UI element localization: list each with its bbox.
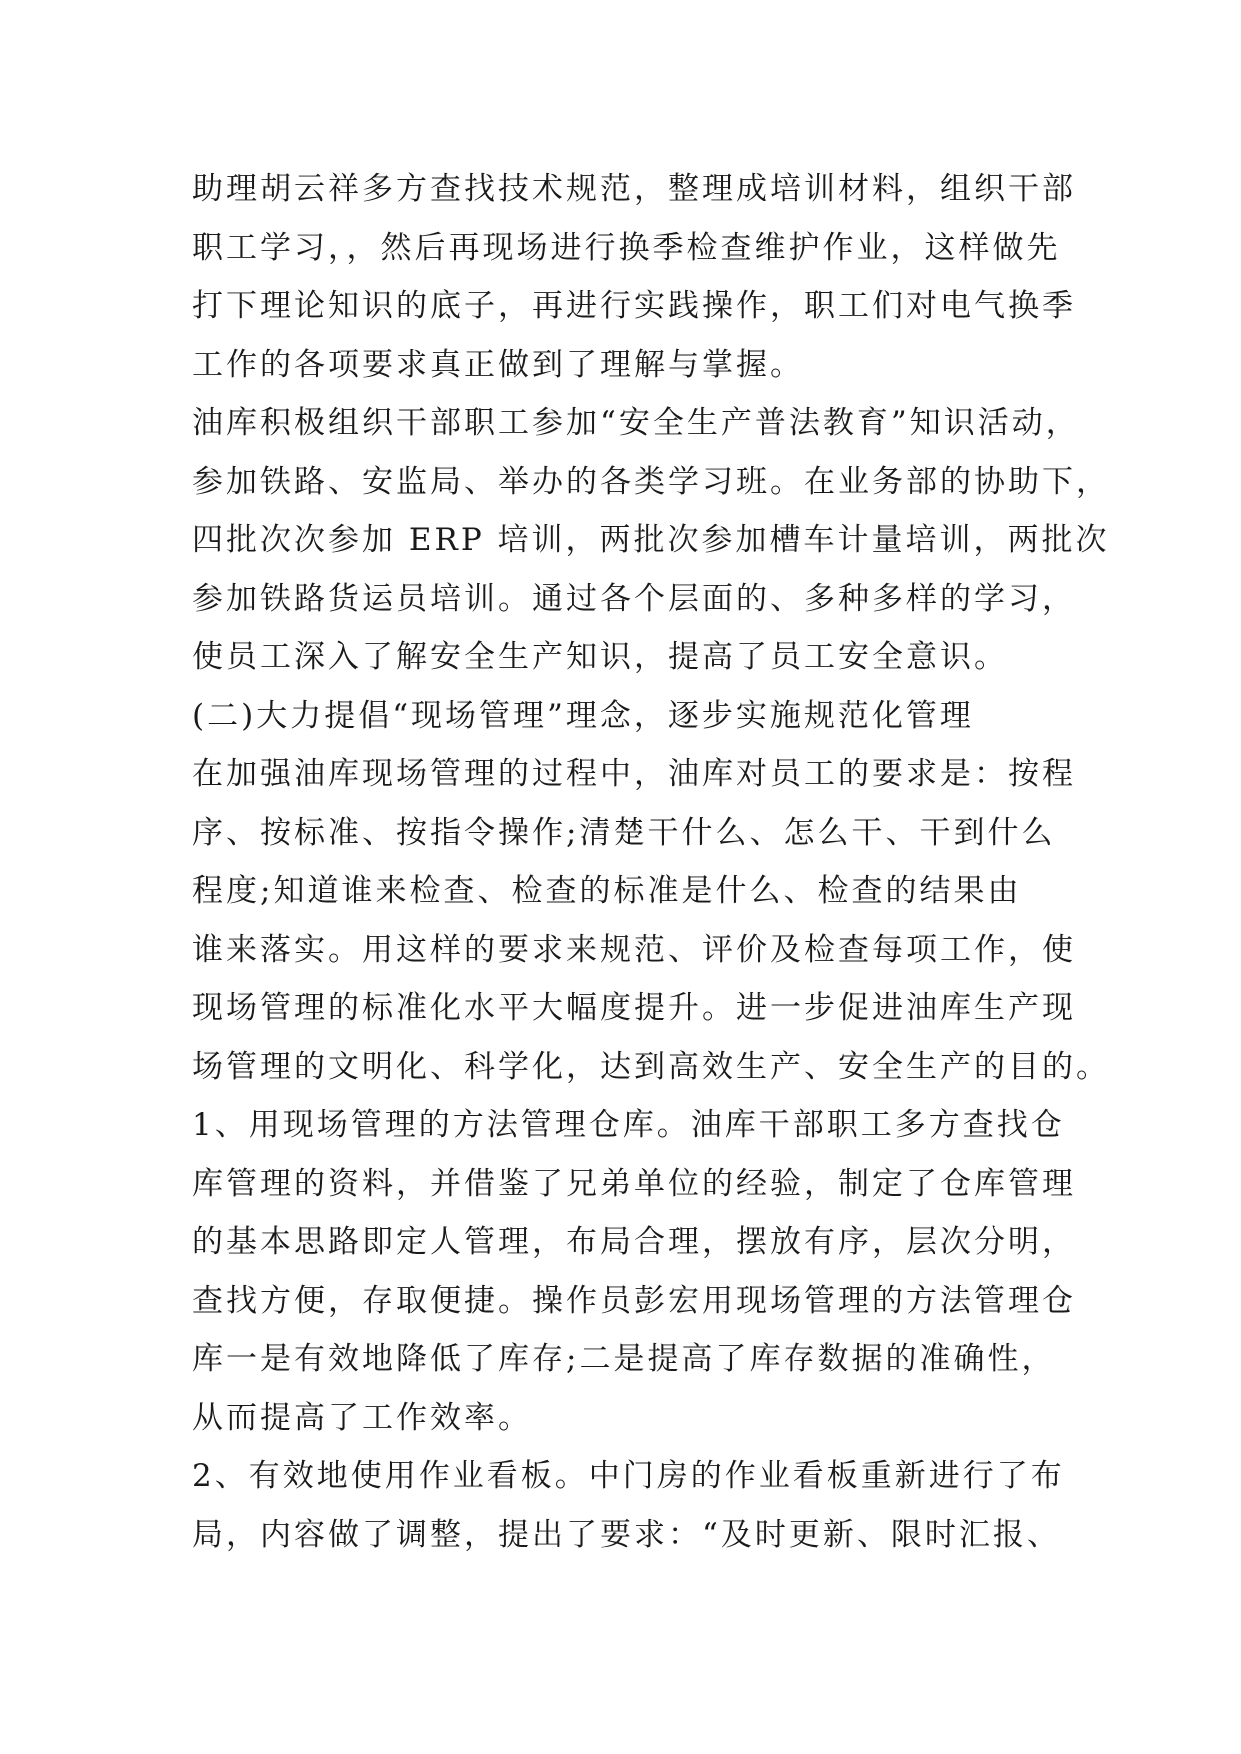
- text-line: 油库积极组织干部职工参加“安全生产普法教育”知识活动，: [192, 405, 1080, 441]
- text-line: 库一是有效地降低了库存;二是提高了库存数据的准确性，: [192, 1341, 1056, 1377]
- text-line: 打下理论知识的底子，再进行实践操作，职工们对电气换季: [192, 288, 1076, 324]
- text-line: 场管理的文明化、科学化，达到高效生产、安全生产的目的。: [192, 1048, 1110, 1085]
- text-line: 参加铁路货运员培训。通过各个层面的、多种多样的学习，: [192, 580, 1076, 617]
- text-line: 查找方便，存取便捷。操作员彭宏用现场管理的方法管理仓: [192, 1282, 1076, 1319]
- text-line: 四批次次参加 ERP 培训，两批次参加槽车计量培训，两批次: [192, 522, 1110, 558]
- text-line: 的基本思路即定人管理，布局合理，摆放有序，层次分明，: [192, 1224, 1076, 1260]
- text-line: 程度;知道谁来检查、检查的标准是什么、检查的结果由: [192, 873, 1022, 909]
- text-line: 参加铁路、安监局、举办的各类学习班。在业务部的协助下，: [192, 463, 1110, 500]
- text-line: 使员工深入了解安全生产知识，提高了员工安全意识。: [192, 639, 1008, 675]
- text-line: 职工学习，，然后再现场进行换季检查维护作业，这样做先: [192, 229, 1061, 266]
- text-line: 2、有效地使用作业看板。中门房的作业看板重新进行了布: [192, 1458, 1065, 1494]
- text-line: 现场管理的标准化水平大幅度提升。进一步促进油库生产现: [192, 990, 1076, 1026]
- text-line: 谁来落实。用这样的要求来规范、评价及检查每项工作，使: [192, 931, 1076, 968]
- text-line: 1、用现场管理的方法管理仓库。油库干部职工多方查找仓: [192, 1107, 1065, 1143]
- text-line: 局，内容做了调整，提出了要求：“及时更新、限时汇报、: [192, 1516, 1061, 1553]
- text-line: 助理胡云祥多方查找技术规范，整理成培训材料，组织干部: [192, 171, 1076, 207]
- text-line: 库管理的资料，并借鉴了兄弟单位的经验，制定了仓库管理: [192, 1165, 1076, 1202]
- text-line: 在加强油库现场管理的过程中，油库对员工的要求是：按程: [192, 756, 1076, 792]
- section-heading: (二)大力提倡“现场管理”理念，逐步实施规范化管理: [192, 697, 974, 734]
- text-line: 从而提高了工作效率。: [192, 1399, 532, 1436]
- body-text: [192, 160, 1110, 1564]
- text-line: 序、按标准、按指令操作;清楚干什么、怎么干、干到什么: [192, 814, 1056, 851]
- text-line: 工作的各项要求真正做到了理解与掌握。: [192, 346, 804, 383]
